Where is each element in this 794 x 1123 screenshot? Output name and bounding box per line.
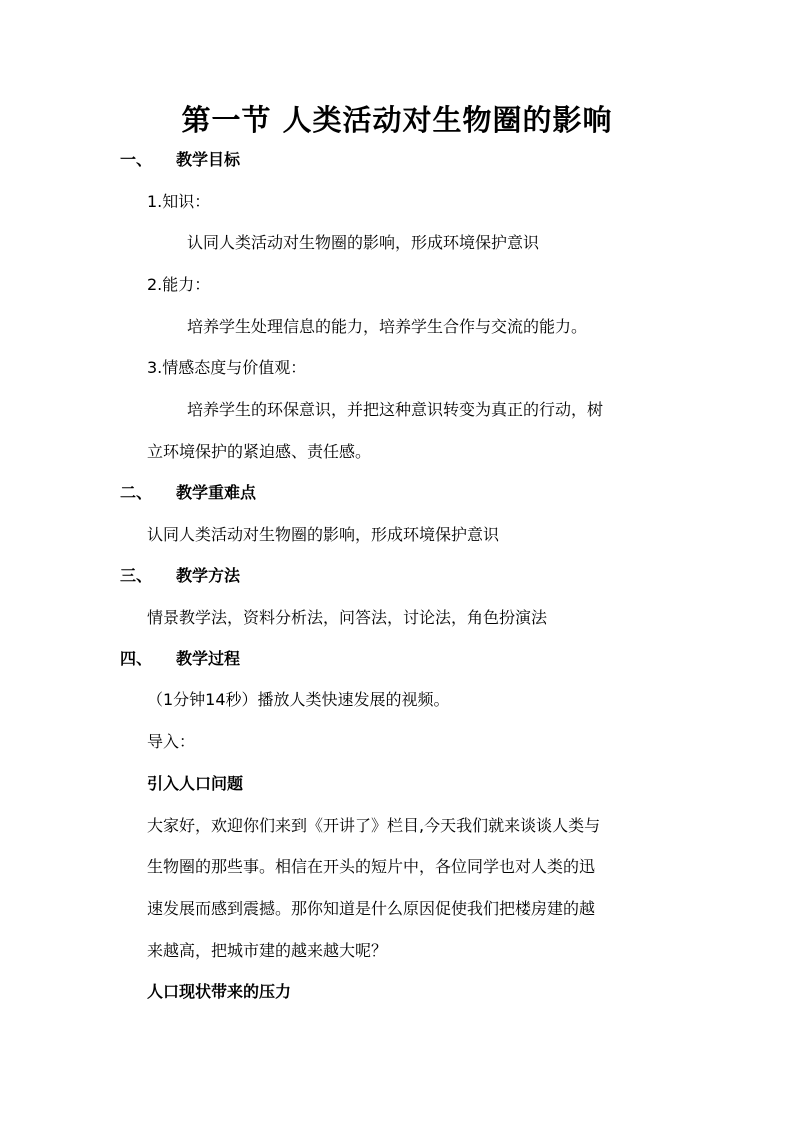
key-points-text: 认同人类活动对生物圈的影响，形成环境保护意识 — [147, 525, 500, 544]
attitude-text-line1: 培养学生的环保意识，并把这种意识转变为真正的行动，树 — [187, 400, 604, 419]
section-3-number: 三、 — [120, 566, 153, 585]
paragraph-line: 生物圈的那些事。相信在开头的短片中，各位同学也对人类的迅 — [147, 857, 596, 876]
section-1-number: 一、 — [120, 150, 153, 169]
paragraph-line: 来越高，把城市建的越来越大呢？ — [147, 941, 388, 960]
section-4-heading: 教学过程 — [176, 649, 241, 668]
methods-text: 情景教学法，资料分析法，问答法，讨论法，角色扮演法 — [147, 608, 548, 627]
page-title: 第一节 人类活动对生物圈的影响 — [181, 103, 613, 137]
video-note: （1分钟14秒）播放人类快速发展的视频。 — [147, 690, 450, 709]
ability-label: 2.能力： — [147, 275, 211, 294]
section-3-heading: 教学方法 — [176, 566, 241, 585]
section-4-number: 四、 — [120, 649, 153, 668]
attitude-label: 3.情感态度与价值观： — [147, 358, 307, 377]
knowledge-label: 1.知识： — [147, 192, 211, 211]
intro-label: 导入： — [147, 732, 196, 751]
section-2-heading: 教学重难点 — [176, 483, 257, 502]
paragraph-line: 大家好，欢迎你们来到《开讲了》栏目,今天我们就来谈谈人类与 — [147, 816, 601, 835]
attitude-text-line2: 立环境保护的紧迫感、责任感。 — [147, 442, 372, 461]
section-2-number: 二、 — [120, 483, 153, 502]
paragraph-line: 速发展而感到震撼。那你知道是什么原因促使我们把楼房建的越 — [147, 899, 596, 918]
section-1-heading: 教学目标 — [176, 150, 241, 169]
subheading-population-issue: 引入人口问题 — [147, 774, 244, 793]
knowledge-text: 认同人类活动对生物圈的影响，形成环境保护意识 — [187, 233, 540, 252]
ability-text: 培养学生处理信息的能力，培养学生合作与交流的能力。 — [187, 317, 588, 336]
subheading-population-pressure: 人口现状带来的压力 — [147, 982, 292, 1001]
